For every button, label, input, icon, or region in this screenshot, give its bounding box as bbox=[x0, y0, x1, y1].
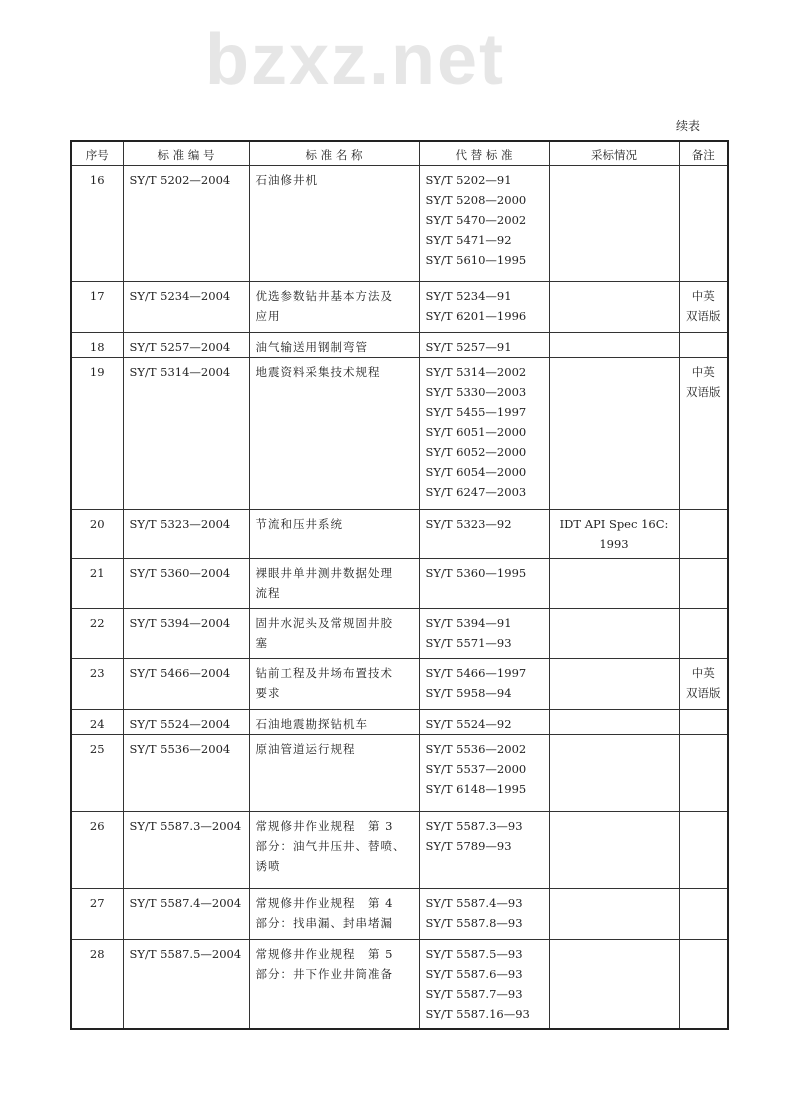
header-no: 序号 bbox=[71, 141, 123, 166]
adoption-status bbox=[549, 510, 679, 559]
adoption-status bbox=[549, 333, 679, 358]
replaced-standards-line: SY/T 5330—2003 bbox=[425, 385, 527, 399]
replaced-standards-line: SY/T 6247—2003 bbox=[425, 485, 527, 499]
standard-name-line: 应用 bbox=[255, 309, 281, 323]
replaced-standards bbox=[419, 710, 549, 735]
standard-name bbox=[249, 282, 419, 333]
standard-name-line: 裸眼井单井测井数据处理 bbox=[255, 566, 393, 580]
replaced-standards-line: SY/T 6201—1996 bbox=[425, 309, 527, 323]
standard-name bbox=[249, 710, 419, 735]
row-number: 26 bbox=[71, 812, 123, 889]
row-number: 21 bbox=[71, 559, 123, 609]
table-row bbox=[71, 282, 728, 333]
adoption-status bbox=[549, 710, 679, 735]
row-number: 22 bbox=[71, 609, 123, 659]
remarks bbox=[679, 166, 728, 282]
adoption-status bbox=[549, 559, 679, 609]
remarks-line: 中英 bbox=[691, 666, 715, 680]
replaced-standards bbox=[419, 559, 549, 609]
standard-name-line: 石油地震勘探钻机车 bbox=[255, 717, 368, 731]
adoption-status bbox=[549, 940, 679, 1029]
remarks bbox=[679, 710, 728, 735]
row-number: 20 bbox=[71, 510, 123, 559]
standard-name bbox=[249, 166, 419, 282]
standard-code: SY/T 5314—2004 bbox=[123, 358, 249, 510]
remarks bbox=[679, 358, 728, 510]
replaced-standards-line: SY/T 5958—94 bbox=[425, 686, 512, 700]
remarks-line: 中英 bbox=[691, 289, 715, 303]
replaced-standards bbox=[419, 282, 549, 333]
replaced-standards-line: SY/T 6052—2000 bbox=[425, 445, 527, 459]
remarks bbox=[679, 559, 728, 609]
replaced-standards-line: SY/T 5470—2002 bbox=[425, 213, 527, 227]
standard-name-line: 流程 bbox=[255, 586, 281, 600]
standard-name bbox=[249, 735, 419, 812]
standard-name-line: 固井水泥头及常规固井胶 bbox=[255, 616, 393, 630]
replaced-standards-line: SY/T 5202—91 bbox=[425, 173, 512, 187]
replaced-standards-line: SY/T 5471—92 bbox=[425, 233, 512, 247]
standard-name-line: 优选参数钻井基本方法及 bbox=[255, 289, 393, 303]
replaced-standards-line: SY/T 5587.16—93 bbox=[425, 1007, 530, 1021]
replaced-standards-line: SY/T 6054—2000 bbox=[425, 465, 527, 479]
standard-name-line: 部分：找串漏、封串堵漏 bbox=[255, 916, 393, 930]
replaced-standards-line: SY/T 5360—1995 bbox=[425, 566, 527, 580]
standard-code: SY/T 5587.4—2004 bbox=[123, 889, 249, 940]
standard-name-line: 地震资料采集技术规程 bbox=[255, 365, 381, 379]
replaced-standards-line: SY/T 5257—91 bbox=[425, 340, 512, 354]
adoption-status bbox=[549, 812, 679, 889]
standard-name bbox=[249, 333, 419, 358]
remarks bbox=[679, 510, 728, 559]
standard-name-line: 部分：油气井压井、替喷、 bbox=[255, 839, 406, 853]
standard-code: SY/T 5202—2004 bbox=[123, 166, 249, 282]
standard-code: SY/T 5257—2004 bbox=[123, 333, 249, 358]
header-name: 标 准 名 称 bbox=[249, 141, 419, 166]
replaced-standards bbox=[419, 889, 549, 940]
replaced-standards-line: SY/T 5789—93 bbox=[425, 839, 512, 853]
row-number: 18 bbox=[71, 333, 123, 358]
standard-code: SY/T 5234—2004 bbox=[123, 282, 249, 333]
standard-name bbox=[249, 559, 419, 609]
header-note: 备注 bbox=[679, 141, 728, 166]
table-row bbox=[71, 510, 728, 559]
replaced-standards-line: SY/T 5587.6—93 bbox=[425, 967, 523, 981]
standard-code: SY/T 5536—2004 bbox=[123, 735, 249, 812]
replaced-standards-line: SY/T 5587.3—93 bbox=[425, 819, 523, 833]
remarks bbox=[679, 812, 728, 889]
header-code: 标 准 编 号 bbox=[123, 141, 249, 166]
replaced-standards-line: SY/T 5466—1997 bbox=[425, 666, 527, 680]
row-number: 27 bbox=[71, 889, 123, 940]
replaced-standards-line: SY/T 5587.7—93 bbox=[425, 987, 523, 1001]
replaced-standards bbox=[419, 609, 549, 659]
replaced-standards-line: SY/T 5610—1995 bbox=[425, 253, 527, 267]
row-number: 24 bbox=[71, 710, 123, 735]
replaced-standards bbox=[419, 358, 549, 510]
standard-name-line: 钻前工程及井场布置技术 bbox=[255, 666, 393, 680]
standard-name-line: 常规修井作业规程 第 3 bbox=[255, 819, 394, 833]
remarks bbox=[679, 609, 728, 659]
standard-name bbox=[249, 659, 419, 710]
table-row bbox=[71, 889, 728, 940]
standard-name-line: 要求 bbox=[255, 686, 281, 700]
standard-name-line: 诱喷 bbox=[255, 859, 281, 873]
replaced-standards-line: SY/T 5536—2002 bbox=[425, 742, 527, 756]
replaced-standards bbox=[419, 812, 549, 889]
table-row bbox=[71, 812, 728, 889]
adoption-status bbox=[549, 659, 679, 710]
replaced-standards-line: SY/T 5208—2000 bbox=[425, 193, 527, 207]
standard-name bbox=[249, 889, 419, 940]
adoption-status bbox=[549, 166, 679, 282]
standard-name-line: 常规修井作业规程 第 5 bbox=[255, 947, 394, 961]
standard-code: SY/T 5323—2004 bbox=[123, 510, 249, 559]
adoption-status-line: 1993 bbox=[599, 537, 629, 551]
remarks bbox=[679, 333, 728, 358]
table-row bbox=[71, 333, 728, 358]
adoption-status bbox=[549, 358, 679, 510]
replaced-standards-line: SY/T 6148—1995 bbox=[425, 782, 527, 796]
standard-name-line: 部分：井下作业井筒准备 bbox=[255, 967, 393, 981]
replaced-standards bbox=[419, 659, 549, 710]
row-number: 28 bbox=[71, 940, 123, 1029]
remarks bbox=[679, 940, 728, 1029]
adoption-status-line: IDT API Spec 16C: bbox=[559, 517, 669, 531]
replaced-standards bbox=[419, 166, 549, 282]
standards-table bbox=[70, 140, 729, 1030]
replaced-standards bbox=[419, 940, 549, 1029]
replaced-standards-line: SY/T 5314—2002 bbox=[425, 365, 527, 379]
remarks bbox=[679, 659, 728, 710]
replaced-standards-line: SY/T 6051—2000 bbox=[425, 425, 527, 439]
remarks-line: 双语版 bbox=[686, 385, 721, 399]
replaced-standards-line: SY/T 5587.8—93 bbox=[425, 916, 523, 930]
row-number: 23 bbox=[71, 659, 123, 710]
standard-name bbox=[249, 358, 419, 510]
header-adoption: 采标情况 bbox=[549, 141, 679, 166]
remarks bbox=[679, 889, 728, 940]
table-row bbox=[71, 609, 728, 659]
table-header-row bbox=[71, 141, 728, 166]
adoption-status bbox=[549, 735, 679, 812]
table-row bbox=[71, 710, 728, 735]
row-number: 25 bbox=[71, 735, 123, 812]
table-row bbox=[71, 735, 728, 812]
row-number: 19 bbox=[71, 358, 123, 510]
standard-code: SY/T 5587.5—2004 bbox=[123, 940, 249, 1029]
watermark: bzxz.net bbox=[205, 20, 506, 100]
standard-name bbox=[249, 510, 419, 559]
standard-code: SY/T 5360—2004 bbox=[123, 559, 249, 609]
row-number: 16 bbox=[71, 166, 123, 282]
standard-code: SY/T 5587.3—2004 bbox=[123, 812, 249, 889]
standard-code: SY/T 5466—2004 bbox=[123, 659, 249, 710]
standard-code: SY/T 5524—2004 bbox=[123, 710, 249, 735]
standard-name-line: 节流和压井系统 bbox=[255, 517, 343, 531]
replaced-standards bbox=[419, 735, 549, 812]
replaced-standards bbox=[419, 510, 549, 559]
table-row bbox=[71, 358, 728, 510]
remarks-line: 中英 bbox=[691, 365, 715, 379]
replaced-standards-line: SY/T 5234—91 bbox=[425, 289, 512, 303]
replaced-standards-line: SY/T 5323—92 bbox=[425, 517, 512, 531]
adoption-status bbox=[549, 609, 679, 659]
table-row bbox=[71, 559, 728, 609]
remarks-line: 双语版 bbox=[686, 686, 721, 700]
table-row bbox=[71, 166, 728, 282]
header-replaces: 代 替 标 准 bbox=[419, 141, 549, 166]
replaced-standards-line: SY/T 5455—1997 bbox=[425, 405, 527, 419]
remarks bbox=[679, 735, 728, 812]
adoption-status bbox=[549, 282, 679, 333]
remarks-line: 双语版 bbox=[686, 309, 721, 323]
remarks bbox=[679, 282, 728, 333]
adoption-status bbox=[549, 889, 679, 940]
replaced-standards-line: SY/T 5587.5—93 bbox=[425, 947, 523, 961]
standard-name-line: 原油管道运行规程 bbox=[255, 742, 356, 756]
standard-name bbox=[249, 940, 419, 1029]
replaced-standards-line: SY/T 5571—93 bbox=[425, 636, 512, 650]
continued-label: 续表 bbox=[676, 119, 701, 133]
standard-name-line: 石油修井机 bbox=[255, 173, 318, 187]
standard-name-line: 塞 bbox=[255, 636, 268, 650]
table-row bbox=[71, 659, 728, 710]
replaced-standards-line: SY/T 5587.4—93 bbox=[425, 896, 523, 910]
replaced-standards-line: SY/T 5537—2000 bbox=[425, 762, 527, 776]
standard-code: SY/T 5394—2004 bbox=[123, 609, 249, 659]
table-row bbox=[71, 940, 728, 1029]
standard-name bbox=[249, 609, 419, 659]
standard-name-line: 油气输送用钢制弯管 bbox=[255, 340, 368, 354]
replaced-standards bbox=[419, 333, 549, 358]
replaced-standards-line: SY/T 5394—91 bbox=[425, 616, 512, 630]
replaced-standards-line: SY/T 5524—92 bbox=[425, 717, 512, 731]
row-number: 17 bbox=[71, 282, 123, 333]
standard-name-line: 常规修井作业规程 第 4 bbox=[255, 896, 394, 910]
standard-name bbox=[249, 812, 419, 889]
